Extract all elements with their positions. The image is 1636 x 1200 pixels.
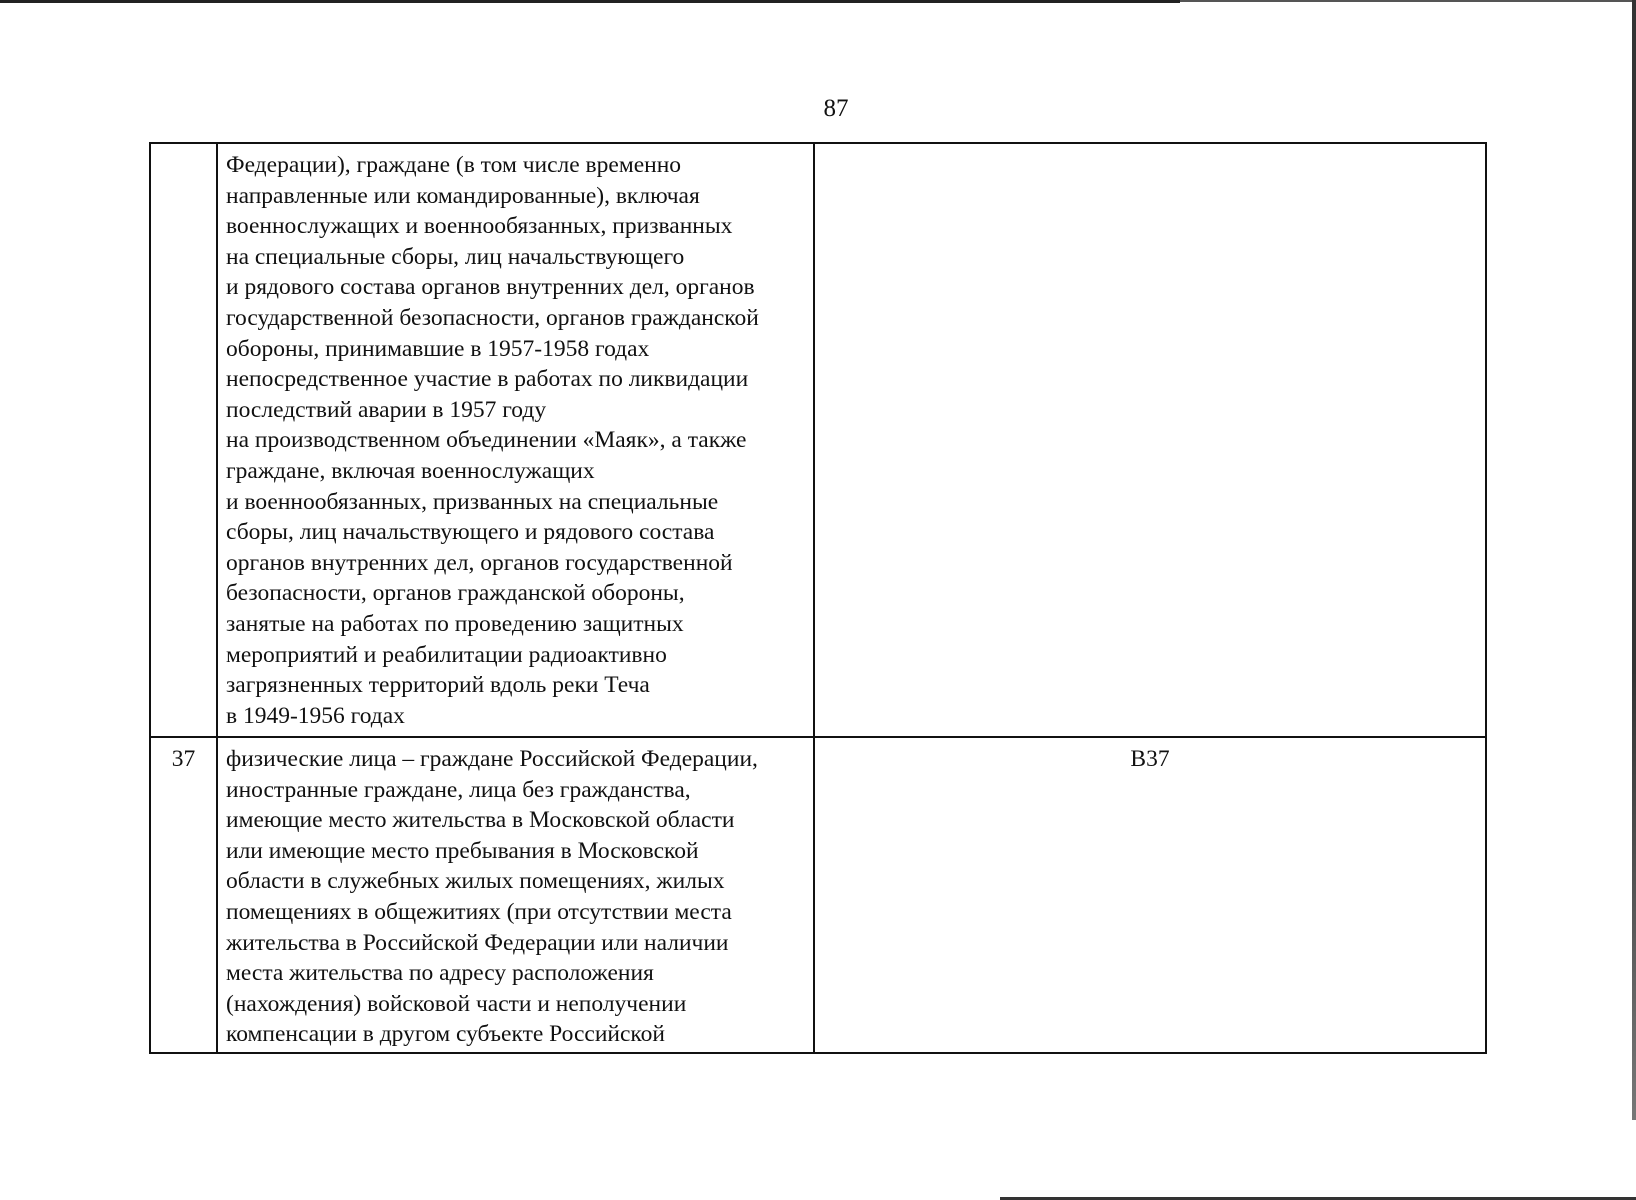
text-line: Федерации), граждане (в том числе временно — [226, 152, 682, 178]
page-number: 87 — [823, 95, 849, 122]
text-line: органов внутренних дел, органов государственной — [226, 549, 733, 576]
text-line: непосредственное участие в работах по ликвидации — [226, 366, 749, 393]
description-cell — [217, 143, 814, 737]
text-line: в 1949-1956 годах — [226, 702, 405, 729]
text-line: граждане, включая военнослужащих — [226, 457, 595, 484]
description-cell — [217, 737, 814, 1053]
text-line: места жительства по адресу расположения — [226, 960, 654, 987]
scan-edge-top — [0, 0, 1180, 3]
text-line: обороны, принимавшие в 1957-1958 годах — [226, 335, 650, 362]
text-line: жительства в Российской Федерации или наличии — [226, 929, 729, 956]
text-line: на производственном объединении «Маяк», а также — [226, 427, 747, 454]
text-line: занятые на работах по проведению защитных — [226, 610, 684, 637]
table-row — [150, 737, 1486, 1053]
text-line: и рядового состава органов внутренних дел, органов — [226, 274, 755, 301]
scan-edge-right — [1632, 0, 1636, 1120]
text-line: безопасности, органов гражданской обороны, — [226, 580, 685, 607]
code-cell: В37 — [814, 737, 1486, 1053]
text-line: направленные или командированные), включая — [226, 182, 700, 209]
document-table — [149, 142, 1487, 1054]
text-line: области в служебных жилых помещениях, жилых — [226, 868, 725, 895]
text-line: или имеющие место пребывания в Московской — [226, 837, 699, 864]
text-line: физические лица – граждане Российской Федерации, — [226, 746, 758, 772]
row-number-cell: 37 — [150, 737, 217, 1053]
text-line: государственной безопасности, органов гражданской — [226, 304, 759, 331]
text-line: на специальные сборы, лиц начальствующего — [226, 243, 685, 270]
text-line: военнослужащих и военнообязанных, призванных — [226, 213, 733, 240]
text-line: иностранные граждане, лица без гражданства, — [226, 776, 691, 803]
text-line: помещениях в общежитиях (при отсутствии места — [226, 898, 732, 925]
text-line: компенсации в другом субъекте Российской — [226, 1021, 665, 1048]
text-line: последствий аварии в 1957 году — [226, 396, 547, 423]
text-line: имеющие место жительства в Московской области — [226, 807, 735, 834]
text-line: мероприятий и реабилитации радиоактивно — [226, 641, 667, 668]
text-line: загрязненных территорий вдоль реки Теча — [226, 672, 650, 699]
text-line: и военнообязанных, призванных на специальные — [226, 488, 719, 515]
text-line: (нахождения) войсковой части и неполучении — [226, 990, 687, 1017]
table-row — [150, 143, 1486, 737]
text-line: сборы, лиц начальствующего и рядового состава — [226, 519, 715, 546]
row-number-cell — [150, 143, 217, 737]
code-cell — [814, 143, 1486, 737]
scan-edge-top-right — [1180, 0, 1636, 2]
